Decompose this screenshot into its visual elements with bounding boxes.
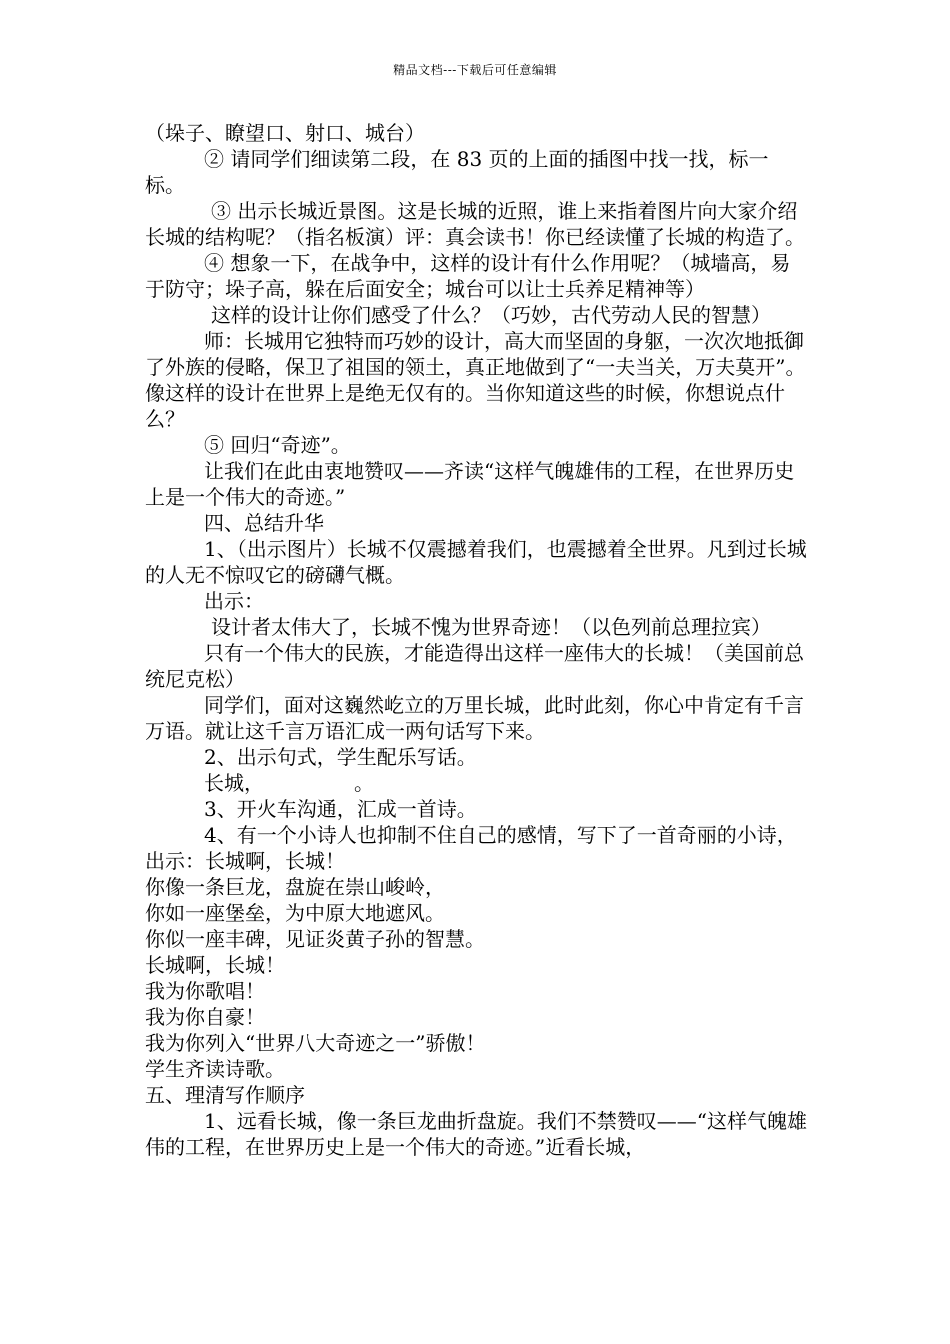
quote: 设计者太伟大了，长城不愧为世界奇迹！（以色列前总理拉宾） (211, 615, 771, 639)
paragraph: 让我们在此由衷地赞叹——齐读“这样气魄雄伟的工程，在世界历史上是一个伟大的奇迹。” (145, 459, 795, 509)
paragraph: （垛子、瞭望口、射口、城台） (145, 121, 425, 145)
paragraph: ② 请同学们细读第二段，在 83 页的上面的插图中找一找，标一标。 (145, 147, 769, 197)
poem-line: 我为你歌唱！ (145, 979, 265, 1003)
section-heading: 五、理清写作顺序 (145, 1083, 305, 1107)
poem-line: 你像一条巨龙，盘旋在崇山峻岭， (145, 875, 445, 899)
poem-line: 我为你列入“世界八大奇迹之一”骄傲！ (145, 1031, 486, 1055)
paragraph: 学生齐读诗歌。 (145, 1057, 285, 1081)
poem-line: 长城啊，长城！ (145, 953, 285, 977)
poem-line: 我为你自豪！ (145, 1005, 265, 1029)
paragraph: 3、开火车沟通，汇成一首诗。 (204, 797, 477, 821)
paragraph: 4、有一个小诗人也抑制不住自己的感情，写下了一首奇丽的小诗，出示：长城啊，长城！ (145, 823, 797, 873)
poem-line: 你似一座丰碑，见证炎黄子孙的智慧。 (145, 927, 485, 951)
paragraph: 师：长城用它独特而巧妙的设计，高大而坚固的身躯，一次次地抵御了外族的侵略，保卫了祖国的领土，真正地做到了“一夫当关，万夫莫开”。像这样的设计在世界上是绝无仅有的。当你知道这些的时候，你想说点什么？ (145, 329, 806, 431)
paragraph: ③ 出示长城近景图。这是长城的近照，谁上来指着图片向大家介绍长城的结构呢？（指名板演）评：真会读书！你已经读懂了长城的构造了。 (145, 199, 805, 249)
paragraph: 2、出示句式，学生配乐写话。 (204, 745, 477, 769)
paragraph: 1、远看长城，像一条巨龙曲折盘旋。我们不禁赞叹——“这样气魄雄伟的工程，在世界历史上是一个伟大的奇迹。”近看长城， (145, 1109, 807, 1159)
paragraph: ④ 想象一下，在战争中，这样的设计有什么作用呢？（城墙高，易于防守；垛子高，躲在后面安全；城台可以让士兵养足精神等） (145, 251, 791, 301)
document-body (145, 120, 808, 1160)
poem-line: 你如一座堡垒，为中原大地遮风。 (145, 901, 445, 925)
paragraph: 这样的设计让你们感受了什么？（巧妙，古代劳动人民的智慧） (211, 303, 771, 327)
paragraph: ⑤ 回归“奇迹”。 (204, 433, 351, 457)
paragraph: 出示： (204, 589, 264, 613)
quote: 只有一个伟大的民族，才能造得出这样一座伟大的长城！（美国前总统尼克松） (145, 641, 804, 691)
page-header: 精品文档---下载后可任意编辑 (393, 63, 557, 77)
section-heading: 四、总结升华 (204, 511, 324, 535)
paragraph: 长城， 。 (204, 771, 374, 795)
paragraph: 1、（出示图片）长城不仅震撼着我们，也震撼着全世界。凡到过长城的人无不惊叹它的磅礴气概。 (145, 537, 807, 587)
paragraph: 同学们，面对这巍然屹立的万里长城，此时此刻，你心中肯定有千言万语。就让这千言万语汇成一两句话写下来。 (145, 693, 804, 743)
